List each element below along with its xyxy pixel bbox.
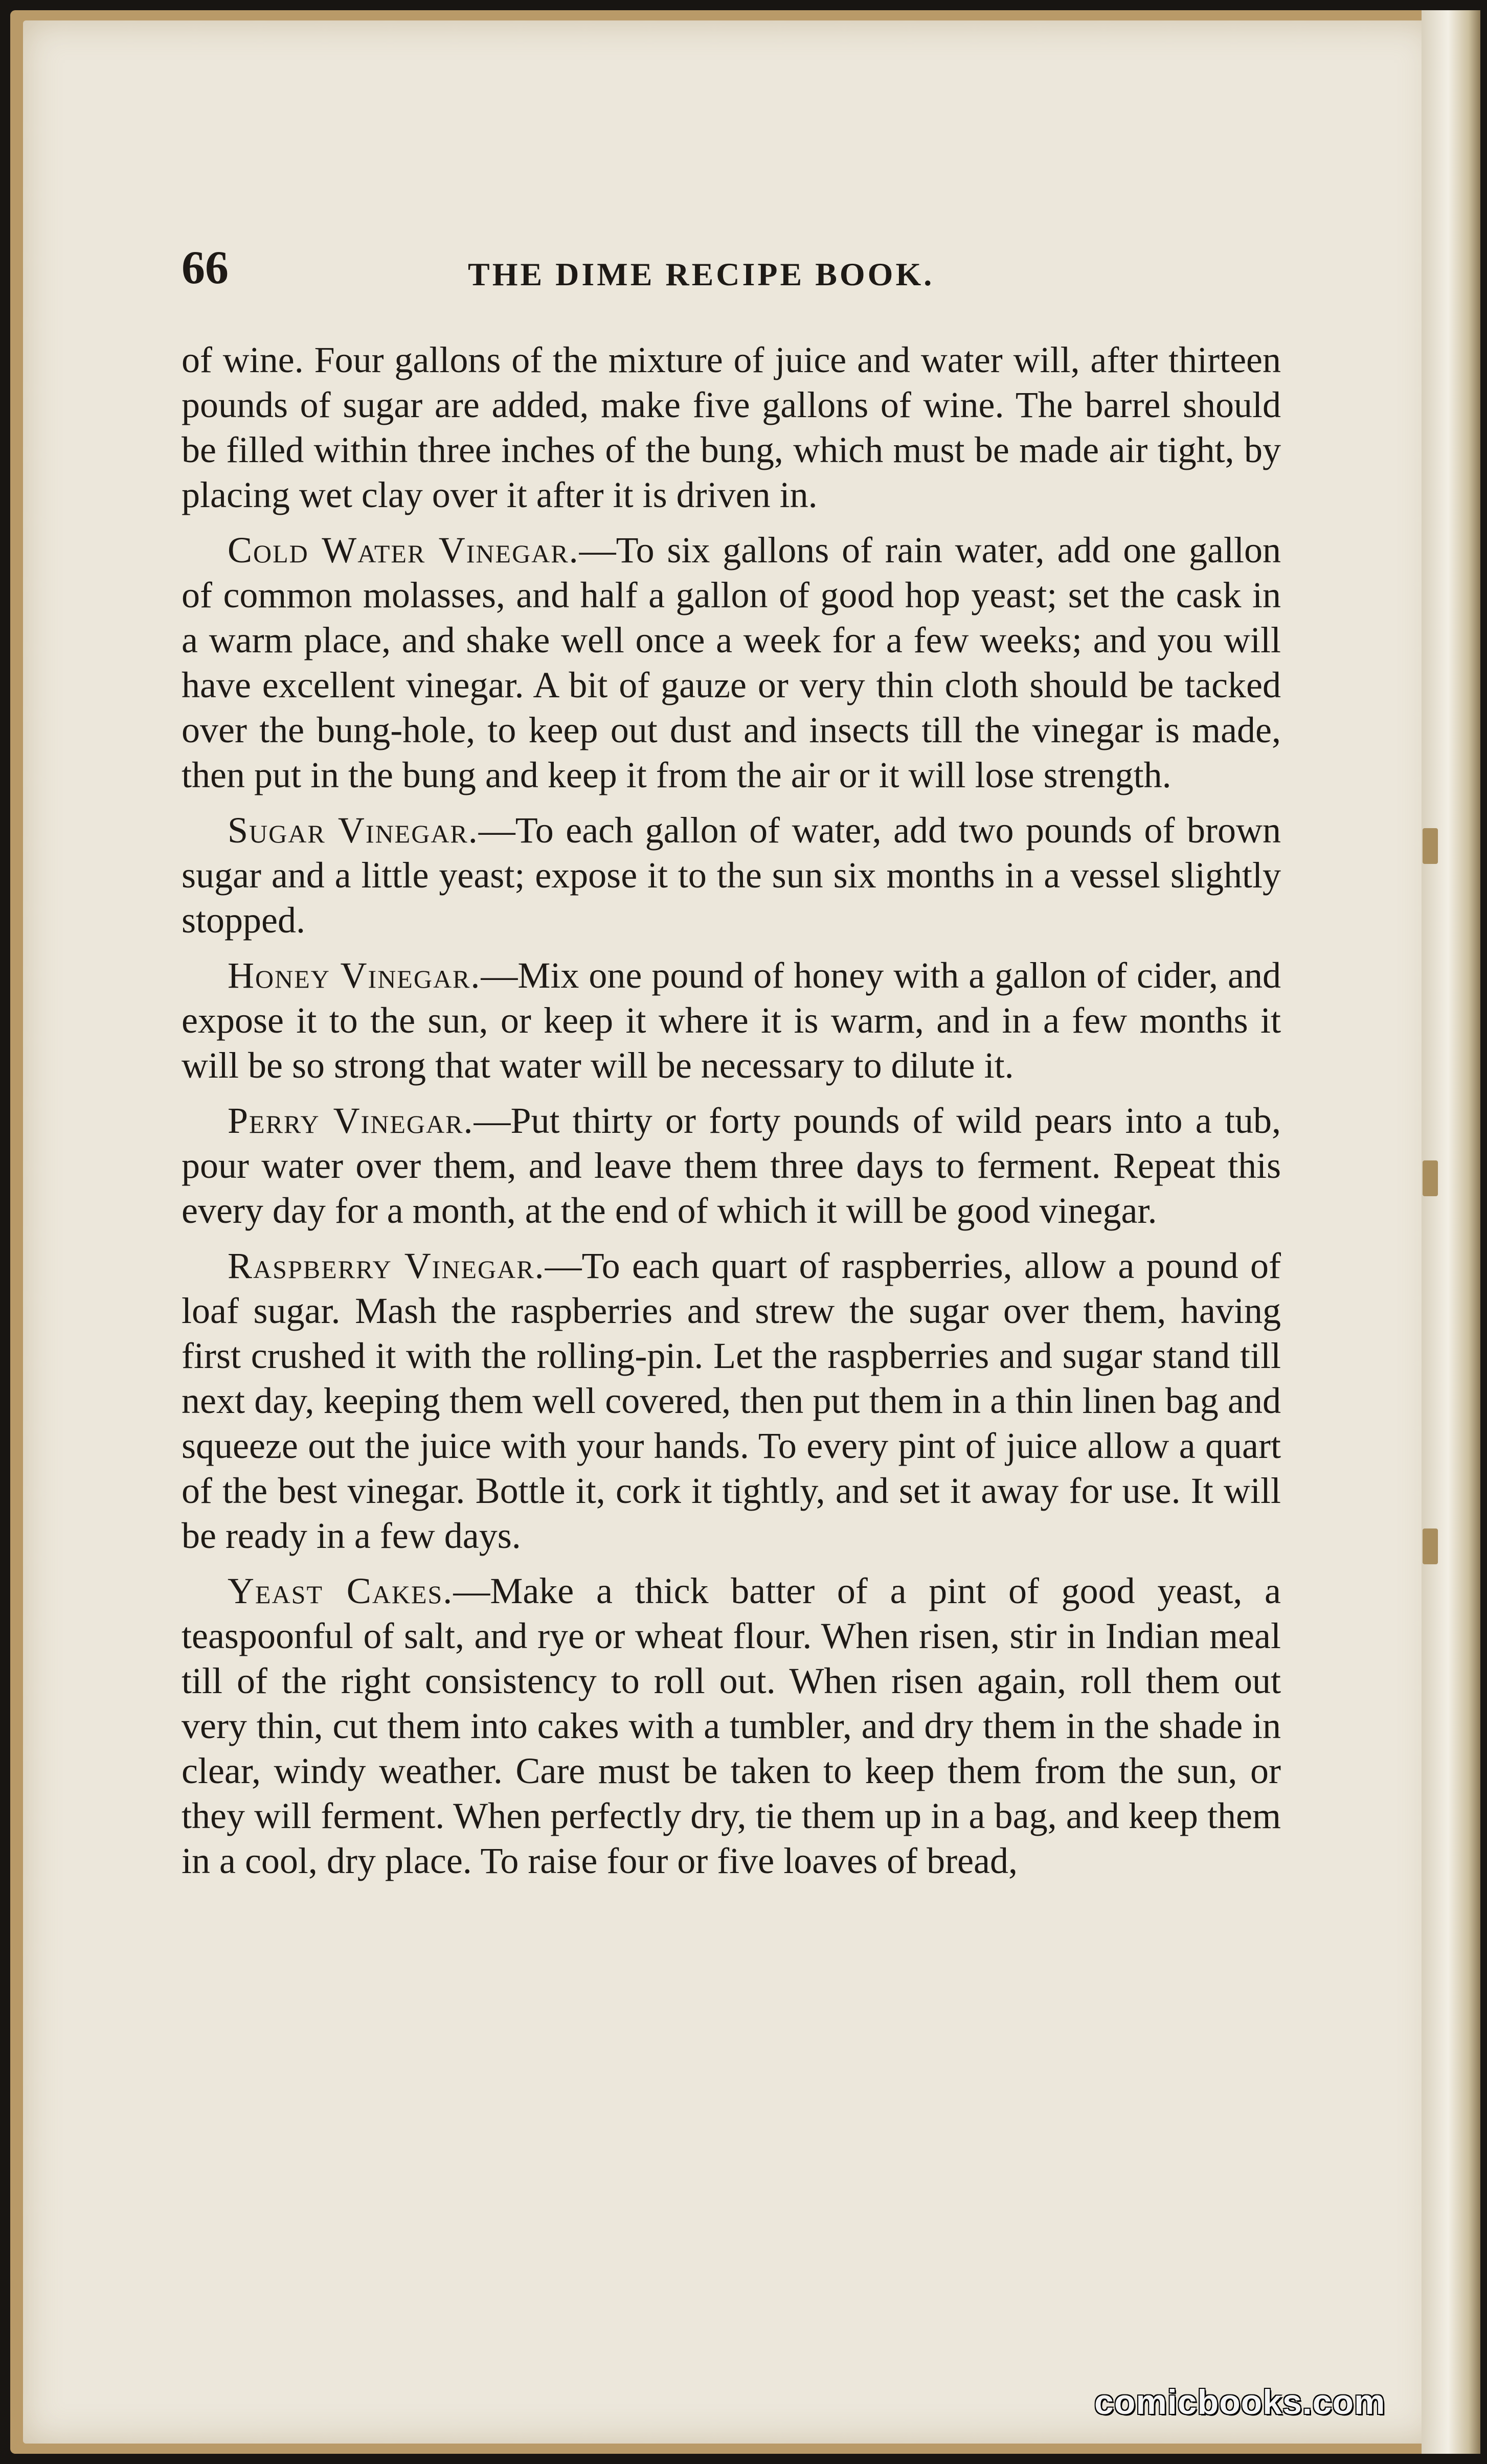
page-header [182, 240, 1281, 307]
recipe-title: Honey Vinegar. [228, 955, 481, 996]
recipe-honey-vinegar [182, 953, 1281, 1088]
binding-stitch [1423, 828, 1438, 864]
recipe-text: —To each quart of raspberries, allow a pound of loaf sugar. Mash the raspberries and strew the sugar over them, having first crushed it with the rolling-pin. Let the raspberries and sugar stand till next day, keeping them well covered, then put them in a thin linen bag and squeeze out the juice with your hands. To every pint of juice allow a quart of the best vinegar. Bottle it, cork it tightly, and set it away for use. It will be ready in a few days. [182, 1245, 1281, 1556]
running-head: THE DIME RECIPE BOOK. [468, 256, 935, 292]
paragraph-continuation [182, 337, 1281, 517]
recipe-title: Perry Vinegar. [228, 1100, 474, 1141]
recipe-yeast-cakes [182, 1568, 1281, 1883]
recipe-title: Raspberry Vinegar. [228, 1245, 545, 1286]
recipe-title: Yeast Cakes. [228, 1570, 454, 1611]
recipe-text-block [182, 337, 1281, 1893]
recipe-cold-water-vinegar [182, 528, 1281, 797]
paragraph-text: of wine. Four gallons of the mixture of juice and water will, after thirteen pounds of sugar are added, make five gallons of wine. The barrel should be filled within three inches of the bung, which must be made air tight, by placing wet clay over it after it is driven in. [182, 339, 1281, 515]
binding-stitch [1423, 1528, 1438, 1564]
recipe-text: —To each gallon of water, add two pounds of brown sugar and a little yeast; expose it to the sun six months in a vessel slightly stopped. [182, 810, 1281, 941]
binding-stitch [1423, 1160, 1438, 1196]
recipe-text: —Make a thick batter of a pint of good yeast, a teaspoonful of salt, and rye or wheat flour. When risen, stir in Indian meal till of the right consistency to roll out. When risen again, roll them out very thin, cut them into cakes with a tumbler, and dry them in the shade in clear, windy weather. Care must be taken to keep them from the sun, or they will ferment. When perfectly dry, tie them up in a bag, and keep them in a cool, dry place. To raise four or five loaves of bread, [182, 1570, 1281, 1881]
page-gutter [1422, 10, 1480, 2454]
recipe-sugar-vinegar [182, 808, 1281, 943]
recipe-title: Cold Water Vinegar. [228, 530, 579, 571]
recipe-text: —To six gallons of rain water, add one gallon of common molasses, and half a gallon of good hop yeast; set the cask in a warm place, and shake well once a week for a few weeks; and you will have excellent vinegar. A bit of gauze or very thin cloth should be tacked over the bung-hole, to keep out dust and insects till the vinegar is made, then put in the bung and keep it from the air or it will lose strength. [182, 530, 1281, 795]
recipe-perry-vinegar [182, 1098, 1281, 1233]
recipe-text: —Put thirty or forty pounds of wild pears into a tub, pour water over them, and leave them three days to ferment. Repeat this every day for a month, at the end of which it will be good vinegar. [182, 1100, 1281, 1231]
watermark: comicbooks.com [1094, 2383, 1386, 2422]
recipe-text: —Mix one pound of honey with a gallon of cider, and expose it to the sun, or keep it where it is warm, and in a few months it will be so strong that water will be necessary to dilute it. [182, 955, 1281, 1086]
recipe-raspberry-vinegar [182, 1243, 1281, 1558]
page-number: 66 [182, 241, 229, 293]
recipe-title: Sugar Vinegar. [228, 810, 479, 851]
